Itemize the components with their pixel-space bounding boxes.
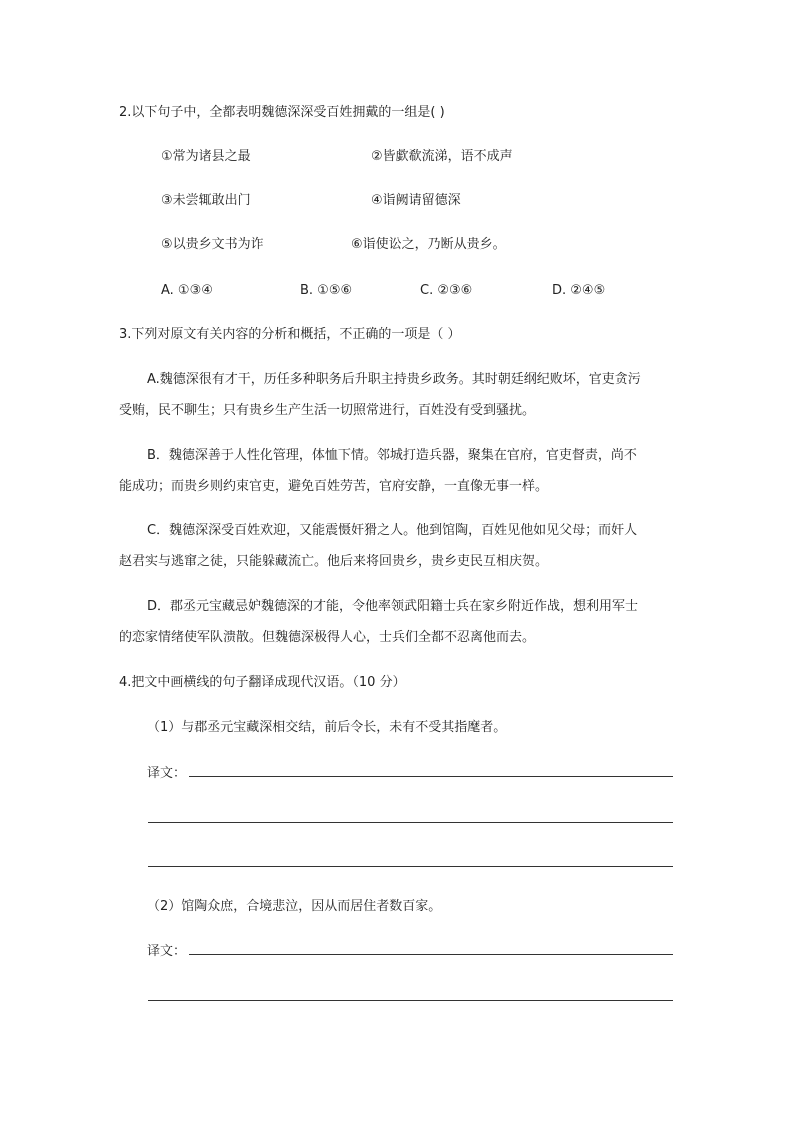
q3-option-a-line-1[interactable]: A.魏德深很有才干，历任多种职务后升职主持贵乡政务。其时朝廷纲纪败坏，官吏贪污 [147, 372, 641, 387]
q2-option-d[interactable]: D. ②④⑤ [552, 283, 606, 298]
q4-sentence-2: （2）馆陶众庶，合境悲泣，因从而居住者数百家。 [147, 899, 442, 914]
q2-option-a[interactable]: A. ①③④ [161, 283, 213, 298]
question-4-stem: 4.把文中画横线的句子翻译成现代汉语。（10 分） [119, 675, 406, 690]
q4-answer-1-label: 译文： [147, 766, 187, 781]
q2-item-1: ①常为诸县之最 [161, 149, 251, 164]
q4-answer-1-line-3[interactable] [148, 866, 673, 867]
q4-answer-2-line-1[interactable] [189, 954, 673, 955]
q3-option-b-line-1[interactable]: B．魏德深善于人性化管理，体恤下情。邻城打造兵器，聚集在官府，官吏督责，尚不 [147, 448, 637, 463]
q2-option-b[interactable]: B. ①⑤⑥ [300, 283, 353, 298]
q2-item-6: ⑥诣使讼之，乃断从贵乡。 [351, 237, 506, 252]
q2-item-3: ③未尝辄敢出门 [161, 193, 251, 208]
q2-item-5: ⑤以贵乡文书为诈 [161, 237, 264, 252]
q4-answer-2-line-2[interactable] [148, 1000, 673, 1001]
q2-option-c[interactable]: C. ②③⑥ [420, 283, 473, 298]
q3-option-d-line-2[interactable]: 的恋家情绪使军队溃散。但魏德深极得人心，士兵们全都不忍离他而去。 [119, 630, 536, 645]
q3-option-a-line-2[interactable]: 受贿，民不聊生；只有贵乡生产生活一切照常进行，百姓没有受到骚扰。 [119, 403, 536, 418]
q4-answer-2-label: 译文： [147, 944, 187, 959]
q3-option-b-line-2[interactable]: 能成功；而贵乡则约束官吏，避免百姓劳苦，官府安静，一直像无事一样。 [119, 479, 549, 494]
q4-sentence-1: （1）与郡丞元宝藏深相交结，前后令长，未有不受其指麾者。 [147, 720, 507, 735]
q4-answer-1-line-1[interactable] [189, 776, 673, 777]
question-2-stem: 2.以下句子中，全都表明魏德深深受百姓拥戴的一组是( ) [119, 105, 445, 120]
q3-option-d-line-1[interactable]: D．郡丞元宝藏忌妒魏德深的才能，令他率领武阳籍士兵在家乡附近作战，想利用军士 [147, 599, 639, 614]
question-3-stem: 3.下列对原文有关内容的分析和概括，不正确的一项是（ ） [119, 327, 461, 342]
q2-item-2: ②皆歔欷流涕，语不成声 [371, 149, 513, 164]
q2-item-4: ④诣阙请留德深 [371, 193, 461, 208]
q3-option-c-line-2[interactable]: 赵君实与逃窜之徒，只能躲藏流亡。他后来将回贵乡，贵乡吏民互相庆贺。 [119, 554, 549, 569]
q4-answer-1-line-2[interactable] [148, 822, 673, 823]
q3-option-c-line-1[interactable]: C．魏德深深受百姓欢迎，又能震慑奸猾之人。他到馆陶，百姓见他如见父母；而奸人 [147, 523, 638, 538]
